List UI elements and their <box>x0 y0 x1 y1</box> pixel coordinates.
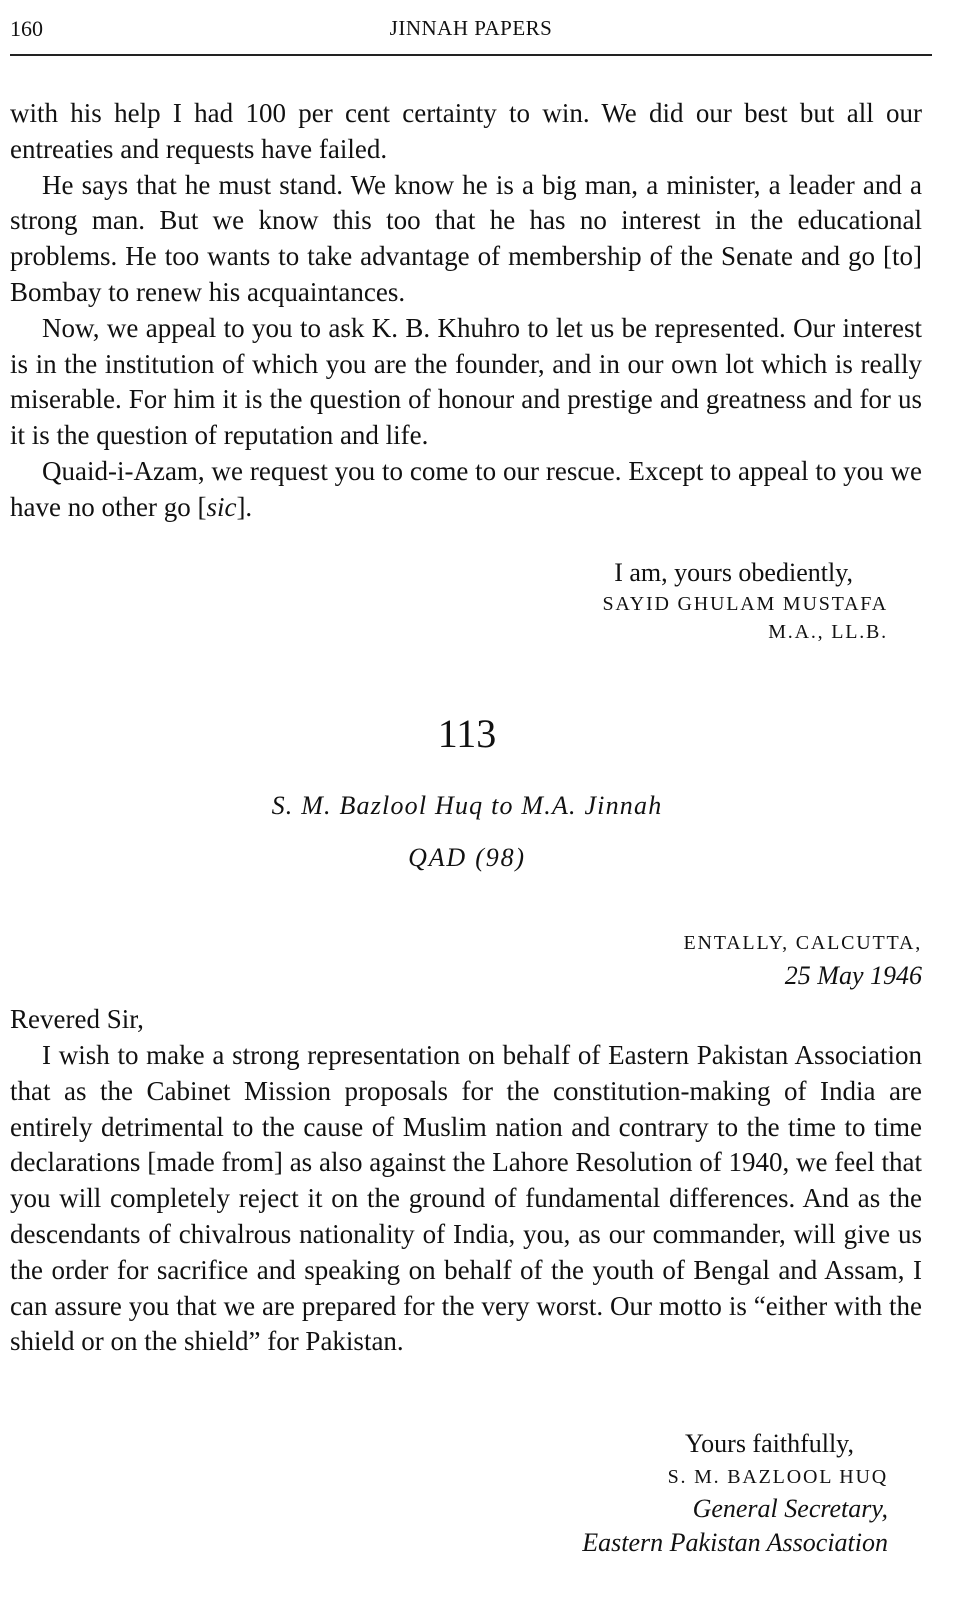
paragraph: He says that he must stand. We know he is a big man, a minister, a leader and a strong man. But we know this too that he has no interest in the educational problems. He too wants to take advantage of membership of the Senate and go [to] Bombay to renew his acquaintances. <box>10 169 922 307</box>
valediction: I am, yours obediently, <box>614 558 853 587</box>
dateline <box>0 928 922 994</box>
paragraph: with his help I had 100 per cent certainty to win. We did our best but all our entreaties and requests have failed. <box>10 98 922 164</box>
paragraph: Now, we appeal to you to ask K. B. Khuhro to let us be represented. Our interest is in the institution of which you are the founder, and in our own lot which is really miserable. For him it is the question of honour and prestige and greatness and for us it is the question of reputation and life. <box>10 312 922 451</box>
letter-113-closing <box>0 1426 888 1560</box>
dateline-place: ENTALLY, CALCUTTA, <box>683 932 922 954</box>
page-number: 160 <box>10 16 43 41</box>
document-number: 113 <box>437 711 497 756</box>
valediction: Yours faithfully, <box>684 1429 854 1458</box>
paragraph <box>10 454 922 526</box>
signatory-name: S. M. BAZLOOL HUQ <box>667 1466 888 1488</box>
paragraph: I wish to make a strong representation on behalf of Eastern Pakistan Association that as the Cabinet Mission proposals for the constitution-making of India are entirely detrimental to the cause of Muslim nation and contrary to the time to time declarations [made from] as also against the Lahore Resolution of 1940, we feel that you will completely reject it on the ground of fundamental differences. And as the descendants of chivalrous nationality of India, you, as our commander, will give us the order for sacrifice and speaking on behalf of the youth of Bengal and Assam, I can assure you that we are prepared for the very worst. Our motto is “either with the shield or on the shield” for Pakistan. <box>10 1040 922 1357</box>
salutation: Revered Sir, <box>10 1004 144 1034</box>
running-title: JINNAH PAPERS <box>389 16 553 40</box>
signatory-position: General Secretary, <box>692 1494 888 1523</box>
signatory-name: SAYID GHULAM MUSTAFA <box>602 593 888 615</box>
dateline-date: 25 May 1946 <box>784 961 922 990</box>
letter-112-body <box>10 96 922 526</box>
letter-112-closing <box>0 556 888 646</box>
sic-note: sic <box>206 491 237 522</box>
paragraph-text: Quaid-i-Azam, we request you to come to our rescue. Except to appeal to you we have no other go [ <box>10 455 922 522</box>
running-header <box>10 14 932 56</box>
paragraph-text-end: ]. <box>236 491 253 522</box>
signatory-organization: Eastern Pakistan Association <box>582 1528 888 1557</box>
document-reference: QAD (98) <box>408 843 526 872</box>
letter-113-body <box>10 1038 922 1360</box>
signatory-qualification: M.A., LL.B. <box>768 621 888 643</box>
document-title: S. M. Bazlool Huq to M.A. Jinnah <box>271 791 663 820</box>
